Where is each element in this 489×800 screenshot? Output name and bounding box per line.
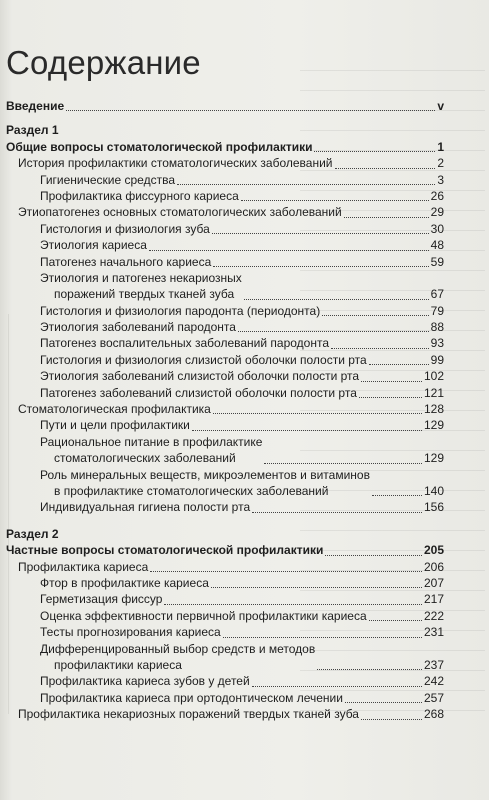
toc-entry-line: Пути и цели профилактики bbox=[40, 418, 190, 433]
toc-entry-line: в профилактике стоматологических заболеваний bbox=[54, 484, 329, 499]
toc-entry-title bbox=[18, 559, 148, 575]
toc-entry-page: 217 bbox=[423, 592, 444, 607]
dot-leader bbox=[164, 603, 422, 605]
toc-entry-title bbox=[40, 417, 190, 433]
toc-entry-page: v bbox=[437, 98, 444, 113]
toc-entry[interactable] bbox=[0, 254, 489, 270]
dot-leader bbox=[325, 554, 422, 556]
toc-entry-page: 26 bbox=[430, 188, 444, 203]
toc-entry[interactable] bbox=[0, 641, 489, 674]
toc-entry-line: Гистология и физиология зуба bbox=[40, 221, 210, 236]
toc-intro[interactable] bbox=[0, 98, 489, 114]
toc-entry-title: Общие вопросы стоматологической профилактики bbox=[6, 139, 313, 154]
toc-entry[interactable] bbox=[0, 690, 489, 706]
dot-leader bbox=[335, 167, 436, 169]
section-1-entries bbox=[0, 155, 489, 516]
toc-entry[interactable] bbox=[0, 188, 489, 204]
toc-entry-page: 121 bbox=[423, 385, 444, 400]
toc-entry-title bbox=[40, 575, 209, 591]
section-2-entries bbox=[0, 559, 489, 723]
toc-entry-title bbox=[40, 624, 221, 640]
toc-entry-line: Этиопатогенез основных стоматологических заболеваний bbox=[18, 205, 342, 220]
toc-entry-page: 59 bbox=[430, 254, 444, 269]
toc-entry-title bbox=[40, 591, 162, 607]
toc-entry[interactable] bbox=[0, 204, 489, 220]
toc-entry-line: Гистология и физиология пародонта (периодонта) bbox=[40, 303, 321, 318]
dot-leader bbox=[322, 314, 428, 316]
toc-entry-line: стоматологических заболеваний bbox=[54, 451, 236, 466]
toc-entry-page: 128 bbox=[423, 402, 444, 417]
toc-entry-title bbox=[40, 172, 175, 188]
dot-leader bbox=[241, 199, 429, 201]
toc-entry-line: Рациональное питание в профилактике bbox=[40, 434, 263, 449]
section-heading[interactable] bbox=[0, 542, 489, 558]
toc-entry-page: 1 bbox=[437, 139, 444, 154]
toc-entry-page: 156 bbox=[423, 500, 444, 515]
toc-entry-line: Этиология заболеваний слизистой оболочки полости рта bbox=[40, 369, 360, 384]
toc-entry[interactable] bbox=[0, 673, 489, 689]
toc-entry-page: 29 bbox=[430, 205, 444, 220]
toc-entry-line: Оценка эффективности первичной профилактики кариеса bbox=[40, 608, 367, 623]
dot-leader bbox=[344, 216, 429, 218]
dot-leader bbox=[314, 150, 435, 152]
dot-leader bbox=[361, 718, 422, 720]
toc-entry[interactable] bbox=[0, 499, 489, 515]
dot-leader bbox=[238, 330, 429, 332]
toc-entry-title bbox=[40, 319, 236, 335]
dot-leader bbox=[244, 298, 429, 300]
section-label: Раздел 2 bbox=[6, 526, 59, 541]
dot-leader bbox=[359, 396, 422, 398]
toc-entry-title bbox=[40, 690, 343, 706]
dot-leader bbox=[252, 685, 422, 687]
toc-entry-line: Патогенез начального кариеса bbox=[40, 254, 212, 269]
toc-entry-title bbox=[40, 188, 239, 204]
toc-entry-title bbox=[40, 303, 320, 319]
toc-entry-page: 93 bbox=[430, 336, 444, 351]
toc-entry-line: Тесты прогнозирования кариеса bbox=[40, 625, 221, 640]
toc-entry-page: 206 bbox=[423, 559, 444, 574]
toc-entry-line: Этиология кариеса bbox=[40, 238, 147, 253]
toc-entry-title bbox=[40, 270, 242, 303]
toc-entry[interactable] bbox=[0, 467, 489, 500]
toc-entry-page: 140 bbox=[423, 484, 444, 499]
toc-entry-page: 99 bbox=[430, 352, 444, 367]
toc-entry[interactable] bbox=[0, 591, 489, 607]
toc-entry-line: Дифференцированный выбор средств и методов bbox=[40, 641, 316, 656]
toc-entry-page: 242 bbox=[423, 674, 444, 689]
toc-entry-title: Частные вопросы стоматологической профилактики bbox=[6, 543, 324, 558]
dot-leader bbox=[212, 232, 429, 234]
toc-entry-page: 48 bbox=[430, 238, 444, 253]
toc-entry[interactable] bbox=[0, 155, 489, 171]
toc-entry-page: 231 bbox=[423, 625, 444, 640]
toc-entry-line: Профилактика кариеса при ортодонтическом лечении bbox=[40, 690, 343, 705]
toc-entry-line: Гигиенические средства bbox=[40, 172, 175, 187]
toc-entry-line: Гистология и физиология слизистой оболочки полости рта bbox=[40, 352, 367, 367]
toc-entry-line: Профилактика кариеса зубов у детей bbox=[40, 674, 250, 689]
dot-leader bbox=[150, 570, 422, 572]
toc-entry-line: Индивидуальная гигиена полости рта bbox=[40, 500, 251, 515]
toc-entry-page: 207 bbox=[423, 575, 444, 590]
toc-entry-page: 79 bbox=[430, 303, 444, 318]
toc-entry[interactable] bbox=[0, 303, 489, 319]
toc-entry-title bbox=[40, 221, 210, 237]
toc-entry-page: 3 bbox=[437, 172, 444, 187]
toc-entry[interactable] bbox=[0, 559, 489, 575]
toc-entry-title bbox=[18, 155, 333, 171]
toc-entry[interactable] bbox=[0, 368, 489, 384]
toc-entry-title: Введение bbox=[6, 98, 65, 113]
toc-entry-title bbox=[18, 204, 342, 220]
toc-entry-line: поражений твердых тканей зуба bbox=[54, 287, 235, 302]
dot-leader bbox=[66, 109, 435, 111]
dot-leader bbox=[361, 380, 422, 382]
toc-entry-title bbox=[40, 499, 250, 515]
toc-entry-page: 268 bbox=[423, 707, 444, 722]
toc-entry-line: Этиология заболеваний пародонта bbox=[40, 320, 236, 335]
toc-entry-title bbox=[40, 254, 211, 270]
dot-leader bbox=[369, 363, 429, 365]
toc-entry[interactable] bbox=[0, 237, 489, 253]
dot-leader bbox=[372, 494, 422, 496]
section-label: Раздел 1 bbox=[6, 123, 59, 138]
toc-entry-page: 2 bbox=[437, 156, 444, 171]
toc-entry-page: 222 bbox=[423, 608, 444, 623]
toc-entry[interactable] bbox=[0, 172, 489, 188]
toc-entry[interactable] bbox=[0, 352, 489, 368]
toc-entry[interactable] bbox=[0, 385, 489, 401]
toc-entry-line: Патогенез воспалительных заболеваний пародонта bbox=[40, 336, 330, 351]
dot-leader bbox=[223, 636, 422, 638]
toc-entry-line: Профилактика некариозных поражений твердых тканей зуба bbox=[18, 707, 359, 722]
toc-entry[interactable] bbox=[0, 221, 489, 237]
toc-entry-title bbox=[40, 641, 315, 674]
toc-entry-line: Стоматологическая профилактика bbox=[18, 402, 211, 417]
section-heading[interactable] bbox=[0, 139, 489, 155]
dot-leader bbox=[252, 511, 422, 513]
table-of-contents bbox=[0, 98, 489, 723]
toc-entry-page: 102 bbox=[423, 369, 444, 384]
dot-leader bbox=[317, 668, 422, 670]
toc-entry-line: профилактики кариеса bbox=[54, 657, 182, 672]
toc-entry-line: Этиология и патогенез некариозных bbox=[40, 270, 242, 285]
dot-leader bbox=[177, 183, 435, 185]
toc-entry-line: Профилактика кариеса bbox=[18, 559, 149, 574]
toc-entry[interactable] bbox=[0, 624, 489, 640]
dot-leader bbox=[264, 462, 422, 464]
toc-entry-line: История профилактики стоматологических заболеваний bbox=[18, 156, 333, 171]
toc-entry-line: Патогенез заболеваний слизистой оболочки полости рта bbox=[40, 385, 357, 400]
toc-entry[interactable] bbox=[0, 335, 489, 351]
toc-entry-title bbox=[40, 385, 357, 401]
toc-entry[interactable] bbox=[0, 417, 489, 433]
toc-entry[interactable] bbox=[0, 575, 489, 591]
toc-entry[interactable] bbox=[0, 270, 489, 303]
toc-entry-title bbox=[40, 352, 367, 368]
toc-entry[interactable] bbox=[0, 434, 489, 467]
toc-entry-title bbox=[18, 706, 359, 722]
dot-leader bbox=[213, 265, 428, 267]
dot-leader bbox=[149, 249, 429, 251]
toc-entry-page: 30 bbox=[430, 221, 444, 236]
toc-entry-title bbox=[40, 434, 262, 467]
toc-entry-page: 129 bbox=[423, 418, 444, 433]
dot-leader bbox=[345, 701, 422, 703]
dot-leader bbox=[192, 429, 422, 431]
page-title: Содержание bbox=[6, 44, 201, 81]
dot-leader bbox=[331, 347, 429, 349]
toc-entry-page: 257 bbox=[423, 690, 444, 705]
toc-entry-page: 67 bbox=[430, 287, 444, 302]
toc-entry-title bbox=[40, 368, 359, 384]
toc-entry-page: 129 bbox=[423, 451, 444, 466]
toc-entry-line: Профилактика фиссурного кариеса bbox=[40, 188, 239, 203]
dot-leader bbox=[211, 586, 422, 588]
toc-entry[interactable] bbox=[0, 401, 489, 417]
toc-entry-line: Фтор в профилактике кариеса bbox=[40, 575, 209, 590]
dot-leader bbox=[369, 619, 422, 621]
toc-entry-title bbox=[40, 335, 329, 351]
toc-entry-title bbox=[40, 467, 370, 500]
toc-entry-page: 205 bbox=[423, 543, 444, 558]
dot-leader bbox=[213, 412, 422, 414]
toc-entry-title bbox=[40, 237, 147, 253]
toc-entry-page: 88 bbox=[430, 320, 444, 335]
toc-entry-page: 237 bbox=[423, 657, 444, 672]
toc-entry[interactable] bbox=[0, 706, 489, 722]
toc-entry-title bbox=[40, 673, 250, 689]
toc-entry-line: Герметизация фиссур bbox=[40, 592, 163, 607]
toc-entry[interactable] bbox=[0, 319, 489, 335]
toc-entry-title bbox=[40, 608, 367, 624]
toc-entry-title bbox=[18, 401, 211, 417]
toc-entry-line: Роль минеральных веществ, микроэлементов и витаминов bbox=[40, 467, 370, 482]
toc-entry[interactable] bbox=[0, 608, 489, 624]
